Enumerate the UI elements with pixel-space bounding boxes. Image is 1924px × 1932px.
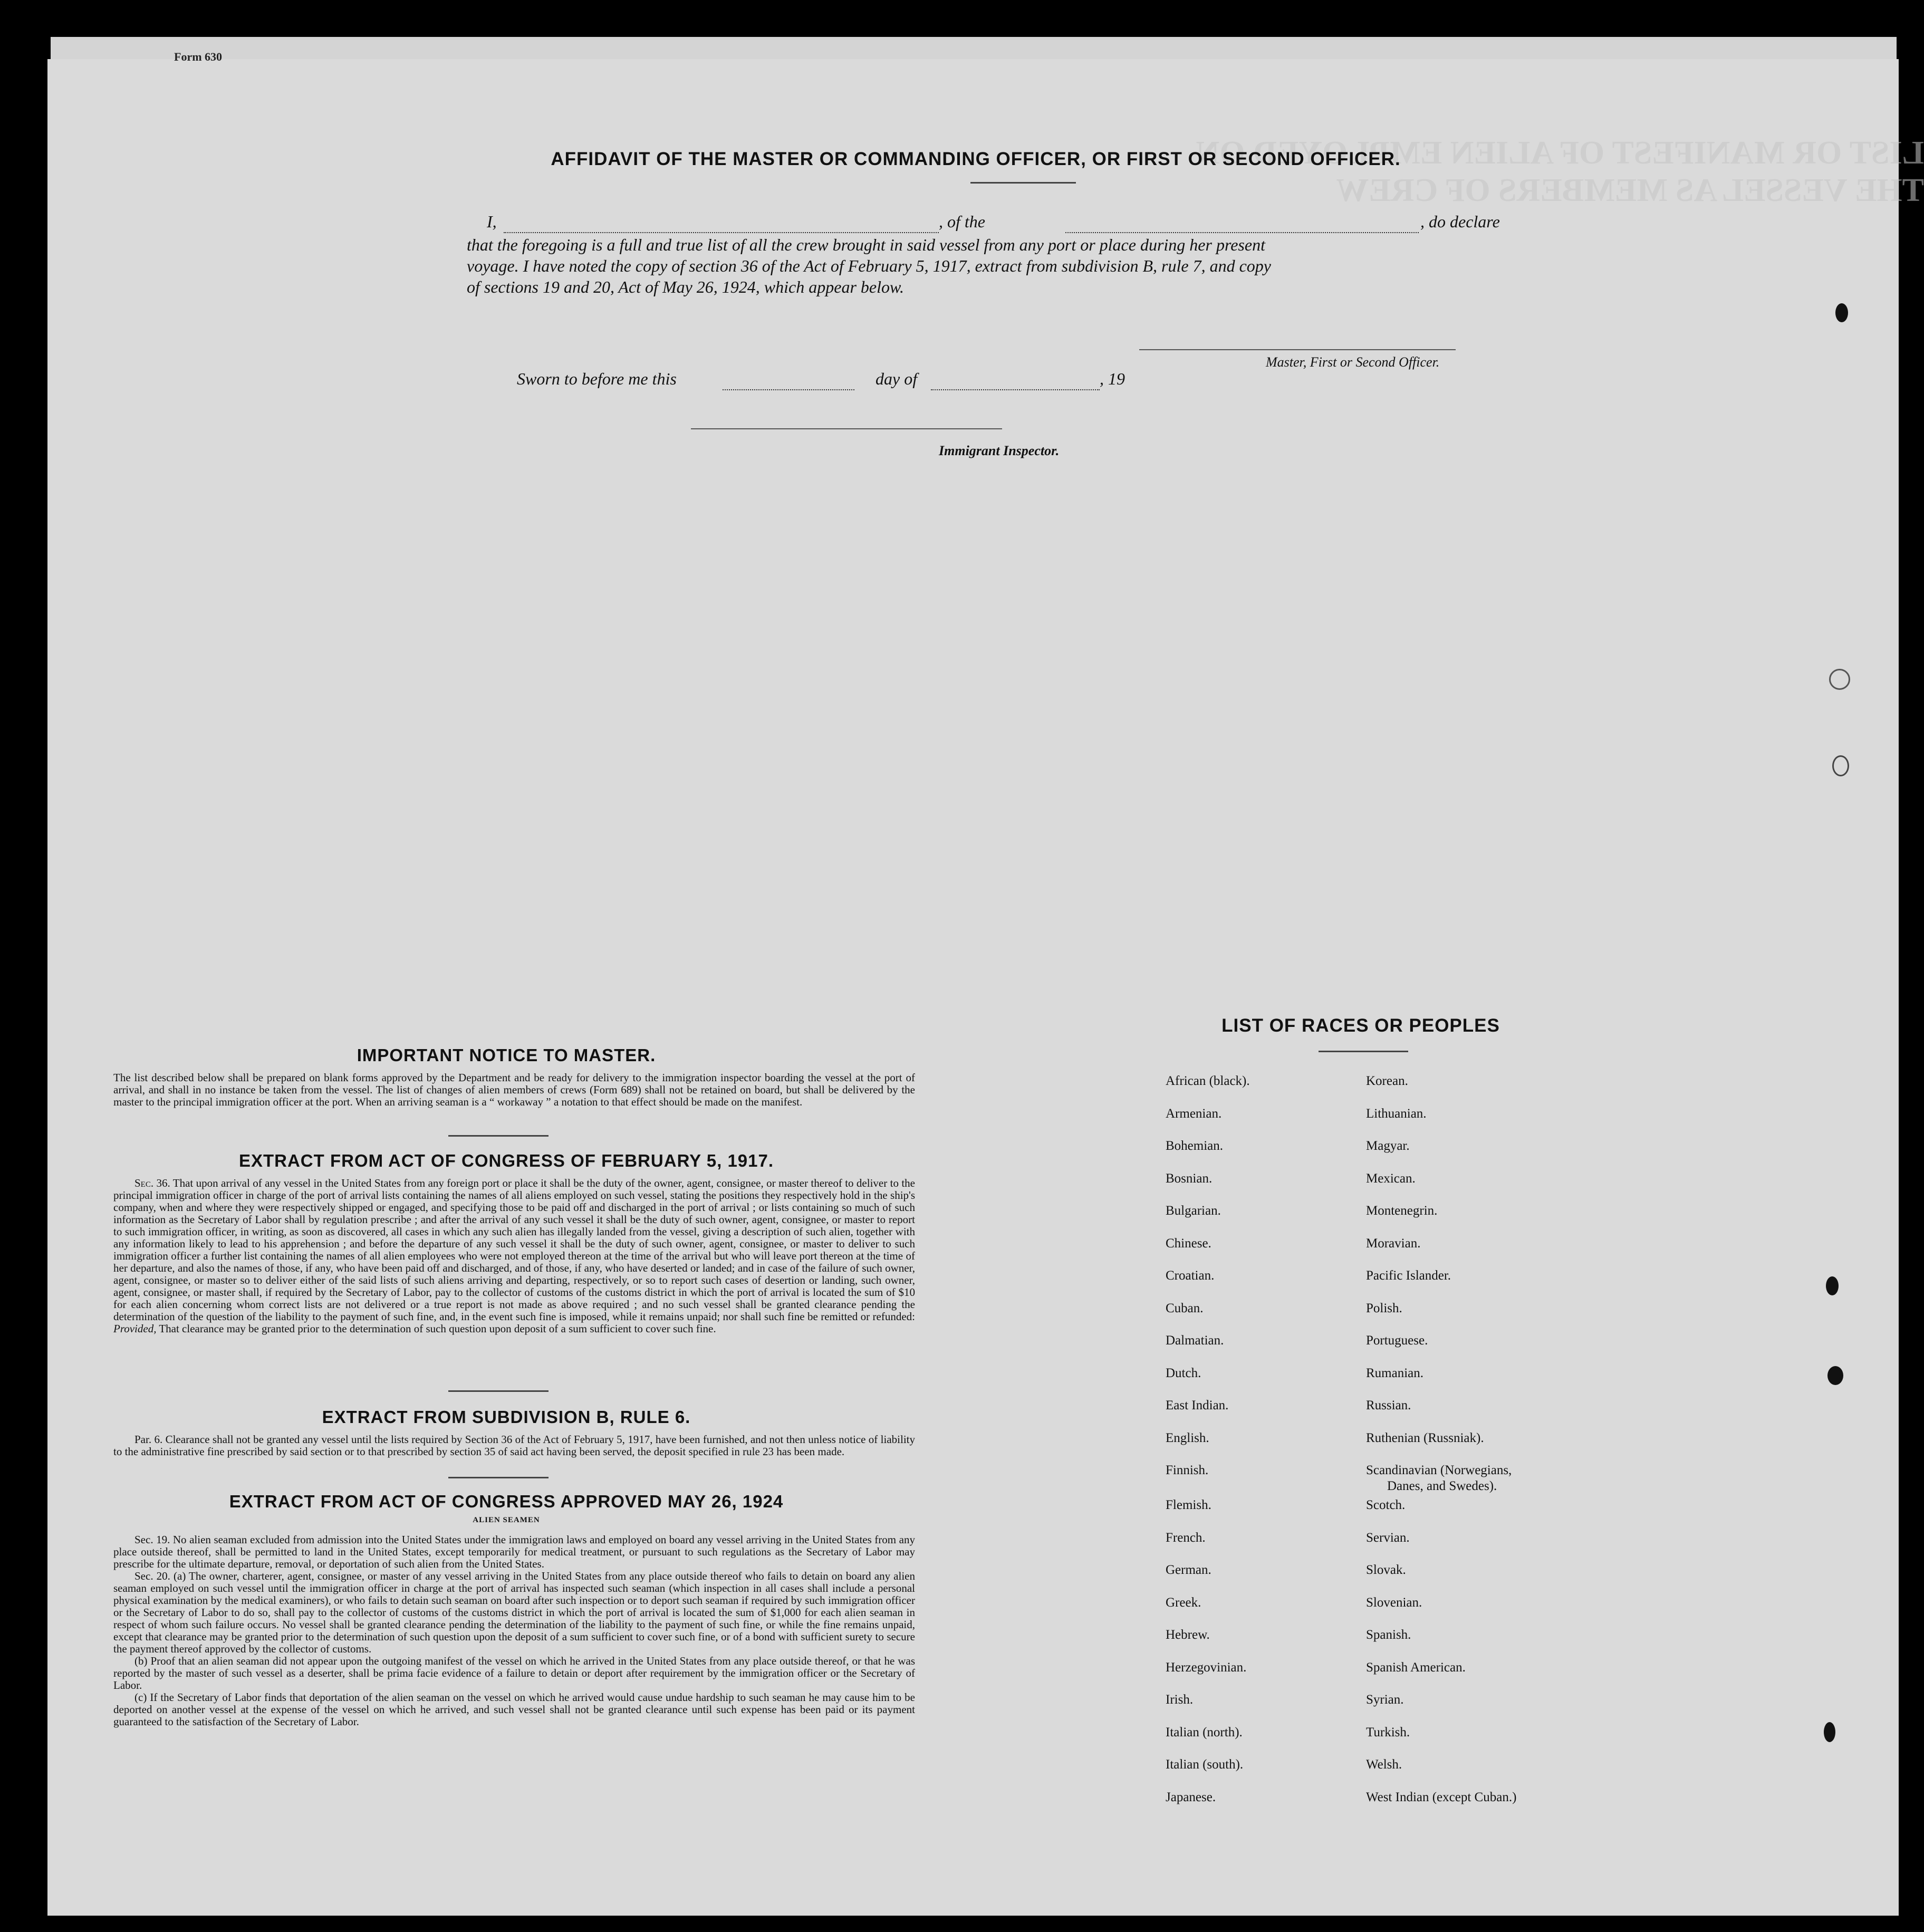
race-item: English. <box>1166 1430 1209 1445</box>
form-number: Form 630 <box>174 50 223 63</box>
race-item: Scotch. <box>1366 1498 1406 1512</box>
notice-rule <box>448 1135 549 1137</box>
year-label: , 19 <box>1100 369 1125 388</box>
race-item: Bulgarian. <box>1166 1204 1221 1218</box>
race-item: Hebrew. <box>1166 1628 1210 1642</box>
notice-text: The list described below shall be prepared on blank forms approved by the Department and be ready for delivery to the immigration inspector boarding the vessel at the port of arrival, and shall in no instance be taken from the vessel. The list of changes of alien members of crews (Form 689) shall not be retained on board, but shall be delivered by the master to the principal immigration officer at the port. When an arriving seaman is a “ workaway ” a notation to that effect should be made on the manifest. <box>113 1071 915 1108</box>
race-item: Japanese. <box>1166 1790 1216 1804</box>
race-item: Portuguese. <box>1366 1333 1428 1348</box>
day-of-label: day of <box>876 369 918 388</box>
affidavit-line-3: of sections 19 and 20, Act of May 26, 1924, which appear below. <box>467 277 904 296</box>
races-column-1 <box>1166 1073 1250 1822</box>
race-item: Irish. <box>1166 1693 1194 1707</box>
inspector-label: Immigrant Inspector. <box>939 443 1060 458</box>
race-item: Italian (north). <box>1166 1725 1243 1739</box>
race-item: Herzegovinian. <box>1166 1660 1247 1675</box>
race-item: Turkish. <box>1366 1725 1410 1739</box>
sworn-label: Sworn to before me this <box>517 369 677 388</box>
race-item: Armenian. <box>1166 1106 1222 1121</box>
extract1-title: EXTRACT FROM ACT OF CONGRESS OF FEBRUARY 5, 1917. <box>238 1151 774 1170</box>
race-item: Bohemian. <box>1166 1139 1224 1153</box>
extract3-title: EXTRACT FROM ACT OF CONGRESS APPROVED MAY 26, 1924 <box>229 1492 784 1511</box>
notice-title: IMPORTANT NOTICE TO MASTER. <box>357 1045 656 1065</box>
race-item: African (black). <box>1166 1074 1250 1088</box>
race-item: Pacific Islander. <box>1366 1268 1451 1283</box>
race-item: Dutch. <box>1166 1366 1201 1380</box>
extract1-text <box>113 1177 915 1335</box>
i-label: I, <box>487 212 497 231</box>
race-item: Spanish. <box>1366 1628 1411 1642</box>
of-the-label: , of the <box>939 212 985 231</box>
extract2-title: EXTRACT FROM SUBDIVISION B, RULE 6. <box>322 1407 691 1427</box>
race-item <box>1366 1463 1516 1497</box>
races-column-2 <box>1366 1073 1516 1822</box>
race-item: Syrian. <box>1366 1693 1404 1707</box>
extract1-rule <box>448 1390 549 1392</box>
race-item: West Indian (except Cuban.) <box>1366 1790 1517 1804</box>
affidavit-body <box>467 211 1500 297</box>
affidavit-title: AFFIDAVIT OF THE MASTER OR COMMANDING OFFICER, OR FIRST OR SECOND OFFICER. <box>551 149 1401 169</box>
extract3-sec20a: Sec. 20. (a) The owner, charterer, agent, consignee, or master of any vessel arriving in the United States from any place outside thereof who fails to detain on board any alien seaman employed on such vessel until the immigration officer in charge at the port of arrival has inspected such seaman (which inspection in all cases shall include a personal physical examination by the medical examiners), or who fails to detain such seaman on board after such inspection or to deport such seaman if required by such immigration officer or the Secretary of Labor to do so, shall pay to the collector of customs of the customs district in which the port of arrival is located the sum of $1,000 for each alien seaman in respect of whom such failure occurs. No vessel shall be granted clearance pending the determination of the liability to the payment of such fine, or while the fine remains unpaid, except that clearance may be granted prior to the determination of such question upon the deposit of a sum sufficient to cover such fine, or of a bond with sufficient surety to secure the payment thereof approved by the collector of customs. <box>113 1570 915 1655</box>
master-label: Master, First or Second Officer. <box>1266 354 1440 370</box>
race-item: Flemish. <box>1166 1498 1211 1512</box>
extract1-provided: Provided, <box>113 1322 157 1335</box>
extract3-subtitle: ALIEN SEAMEN <box>473 1516 540 1524</box>
race-item: Spanish American. <box>1366 1660 1466 1675</box>
bleed-through-header: LIST OR MANIFEST OF ALIEN EMPLOYED ON THE VESSEL AS MEMBERS OF CREW <box>1196 135 1924 208</box>
vessel-field[interactable] <box>1065 214 1419 233</box>
extract2-text: Par. 6. Clearance shall not be granted any vessel until the lists required by Section 36 of the Act of February 5, 1917, have been furnished, and not then unless notice of liability to the administrative fine prescribed by said section or to that prescribed by section 35 of said act having been served, the deposit specified in rule 23 has been made. <box>113 1433 915 1458</box>
affidavit-line-2: voyage. I have noted the copy of section 36 of the Act of February 5, 1917, extract from subdivision B, rule 7, and copy <box>467 256 1271 275</box>
race-item: Mexican. <box>1366 1171 1416 1186</box>
binder-hole <box>1827 1366 1843 1385</box>
extract3-sec19: Sec. 19. No alien seaman excluded from admission into the United States under the immigration laws and employed on board any vessel arriving in the United States from any place outside thereof, shall be permitted to land in the United States, except temporarily for medical treatment, or pursuant to such regulations as the Secretary of Labor may prescribe for the ultimate departure, removal, or deportation of such alien from the United States. <box>113 1533 915 1570</box>
sworn-line <box>517 369 1202 392</box>
extract1-section: Sec. 36. <box>134 1177 170 1189</box>
extract3-text <box>113 1534 915 1728</box>
race-item: Korean. <box>1366 1074 1408 1088</box>
race-item: Rumanian. <box>1366 1366 1424 1380</box>
race-item: Dalmatian. <box>1166 1333 1224 1348</box>
race-item: Montenegrin. <box>1366 1204 1438 1218</box>
master-signature-line[interactable] <box>1139 331 1456 350</box>
race-item: Magyar. <box>1366 1139 1410 1153</box>
binder-hole <box>1824 1722 1835 1742</box>
race-item-line: Scandinavian (Norwegians, <box>1366 1463 1512 1477</box>
inspector-signature-line[interactable] <box>691 410 1002 429</box>
race-item: German. <box>1166 1563 1211 1577</box>
binder-hole <box>1835 303 1848 322</box>
race-item: Ruthenian (Russniak). <box>1366 1430 1484 1445</box>
binder-hole <box>1829 669 1850 690</box>
name-field[interactable] <box>504 214 939 233</box>
race-item: Welsh. <box>1366 1757 1402 1772</box>
extract3-sec20b: (b) Proof that an alien seaman did not appear upon the outgoing manifest of the vessel on which he arrived in the United States from any place outside thereof, or that he was reported by the master of such vessel as a deserter, shall be prima facie evidence of a failure to detain or deport after requirement by the immigration officer or the Secretary of Labor. <box>113 1655 915 1691</box>
race-item: Finnish. <box>1166 1463 1209 1477</box>
races-title: LIST OF RACES OR PEOPLES <box>1221 1015 1500 1036</box>
extract3-sec20c: (c) If the Secretary of Labor finds that deportation of the alien seaman on the vessel on which he arrived would cause undue hardship to such seaman he may cause him to be deported on another vessel at the expense of the vessel on which he arrived, and such vessel shall not be granted clearance until such expense has been paid or its payment guaranteed to the satisfaction of the Secretary of Labor. <box>113 1691 915 1728</box>
affidavit-rule <box>970 182 1076 184</box>
race-item: Russian. <box>1366 1398 1411 1412</box>
race-item: Slovak. <box>1366 1563 1406 1577</box>
race-item: East Indian. <box>1166 1398 1229 1412</box>
sworn-month-field[interactable] <box>931 371 1100 390</box>
race-item: Slovenian. <box>1366 1595 1422 1610</box>
race-item: Chinese. <box>1166 1236 1211 1251</box>
binder-hole <box>1826 1276 1839 1295</box>
extract1-body: That upon arrival of any vessel in the United States from any foreign port or place it shall be the duty of the owner, agent, consignee, or master thereof to deliver to the principal immigration officer in charge of the port of arrival lists containing the names of all aliens employed on such vessel, stating the positions they respectively hold in the ship's company, when and where they were respectively shipped or engaged, and specifying those to be paid off and discharged in the port of arrival ; or lists containing so much of such information as the Secretary of Labor shall by regulation prescribe ; and after the arrival of any such vessel it shall be the duty of such owner, agent, consignee, or master to report to such immigration officer, in writing, as soon as discovered, all cases in which any such alien has illegally landed from the vessel, giving a description of such alien, together with any information likely to lead to his apprehension ; and before the departure of any such vessel it shall be the duty of such owner, agent, consignee, or master to deliver to such immigration officer a further list containing the names of all alien employees who were not employed thereon at the time of the arrival but who will leave port thereon at the time of her departure, and also the names of those, if any, who have been paid off and discharged, and of those, if any, who have deserted or landed; and in case of the failure of such owner, agent, consignee, or master so to deliver either of the said lists of such aliens arriving and departing, respectively, or so to report such cases of desertion or landing, such owner, agent, consignee, or master shall, if required by the Secretary of Labor, pay to the collector of customs of the customs district in which the port of arrival is located the sum of $10 for each alien concerning whom correct lists are not delivered or a true report is not made as above required ; and no such vessel shall be granted clearance pending the determination of the question of the liability to the payment of such fine, and, in the event such fine is imposed, while it remains unpaid; nor shall such fine be remitted or refunded: <box>113 1177 915 1323</box>
extract1-body-end: That clearance may be granted prior to the determination of such question upon deposit of a sum sufficient to cover such fine. <box>159 1322 716 1335</box>
declaration-line <box>467 211 1500 234</box>
race-item: Cuban. <box>1166 1301 1204 1315</box>
sworn-day-field[interactable] <box>723 371 854 390</box>
race-item: Italian (south). <box>1166 1757 1244 1772</box>
race-item: Lithuanian. <box>1366 1106 1427 1121</box>
race-item: Croatian. <box>1166 1268 1215 1283</box>
race-item: French. <box>1166 1530 1206 1545</box>
affidavit-line-1: that the foregoing is a full and true list of all the crew brought in said vessel from any port or place during her present <box>467 235 1265 254</box>
race-item-continuation: Danes, and Swedes). <box>1387 1479 1497 1493</box>
do-declare-label: , do declare <box>1420 212 1500 231</box>
binder-hole <box>1832 755 1849 776</box>
race-item: Greek. <box>1166 1595 1201 1610</box>
extract2-rule <box>448 1477 549 1478</box>
race-item: Moravian. <box>1366 1236 1421 1251</box>
races-rule <box>1319 1051 1408 1052</box>
race-item: Bosnian. <box>1166 1171 1213 1186</box>
race-item: Servian. <box>1366 1530 1410 1545</box>
race-item: Polish. <box>1366 1301 1402 1315</box>
